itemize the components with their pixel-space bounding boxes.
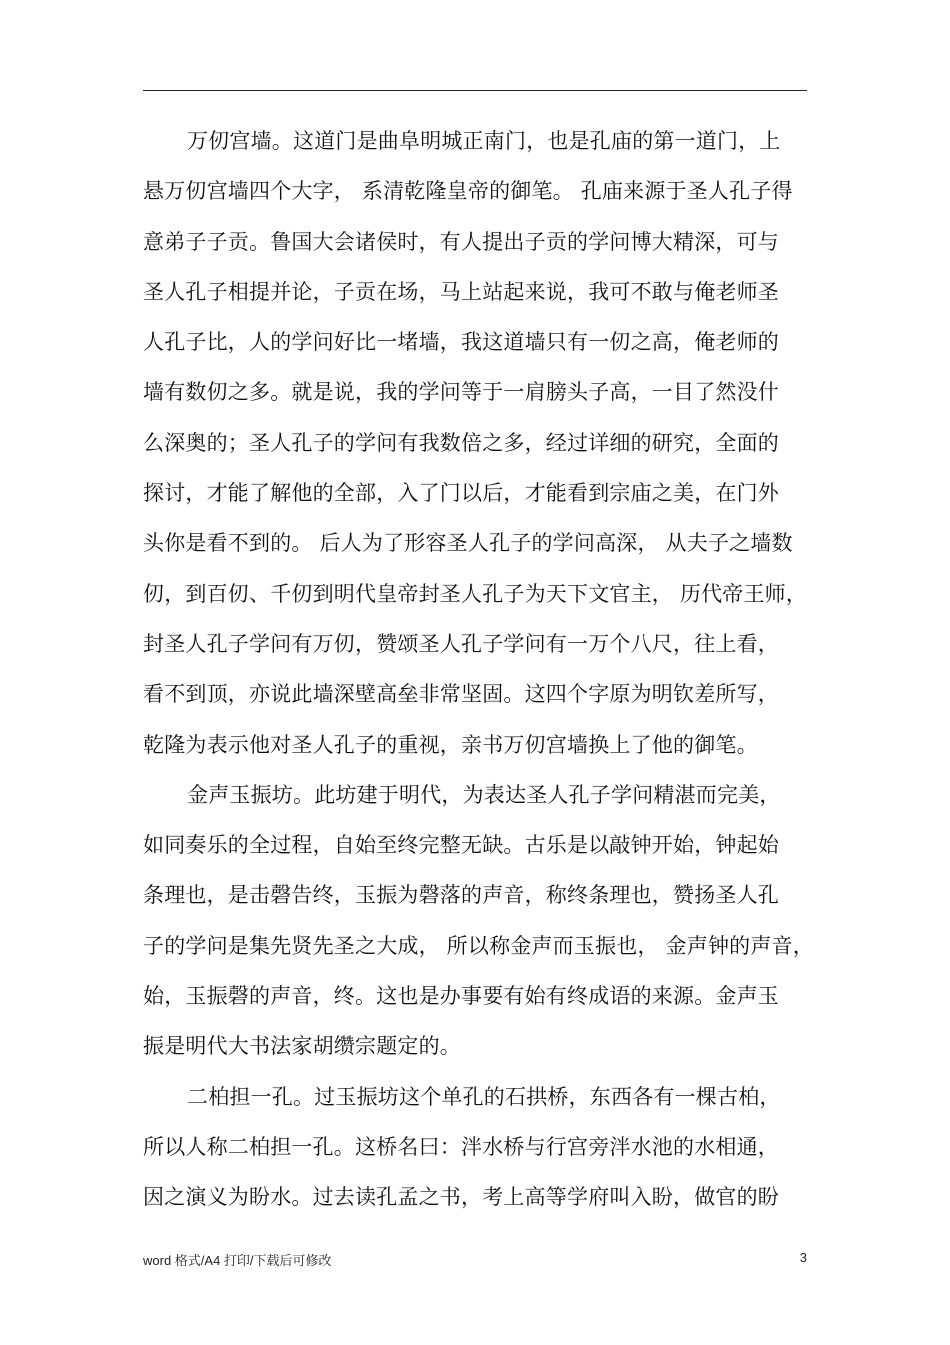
paragraph-line: 意弟子子贡。鲁国大会诸侯时，有人提出子贡的学问博大精深，可与: [143, 229, 779, 254]
paragraph-line: 因之演义为盼水。过去读孔孟之书，考上高等学府叫入盼，做官的盼: [143, 1185, 779, 1210]
paragraph-line: 金声玉振坊。此坊建于明代，为表达圣人孔子学问精湛而完美，: [187, 782, 781, 807]
footer-note: word 格式/A4 打印/下载后可修改: [143, 1253, 332, 1268]
paragraph-line: 所以人称二柏担一孔。这桥名曰：泮水桥与行宫旁泮水池的水相通，: [143, 1134, 779, 1159]
paragraph-line: 悬万仞宫墙四个大字， 系清乾隆皇帝的御笔。 孔庙来源于圣人孔子得: [143, 179, 793, 204]
body-text: [143, 116, 814, 1223]
paragraph-line: 头你是看不到的。 后人为了形容圣人孔子的学问高深， 从夫子之墙数: [143, 531, 793, 556]
paragraph-line: 振是明代大书法家胡缵宗题定的。: [143, 1034, 461, 1059]
paragraph-line: 仞，到百仞、千仞到明代皇帝封圣人孔子为天下文官主， 历代帝王师，: [143, 581, 808, 606]
paragraph-line: 人孔子比，人的学问好比一堵墙，我这道墙只有一仞之高，俺老师的: [143, 330, 779, 355]
page-number: 3: [799, 1250, 807, 1265]
paragraph-line: 看不到顶，亦说此墙深壁高垒非常坚固。这四个字原为明钦差所写，: [143, 682, 779, 707]
paragraph-line: 么深奥的；圣人孔子的学问有我数倍之多，经过详细的研究，全面的: [143, 430, 779, 455]
paragraph-line: 乾隆为表示他对圣人孔子的重视，亲书万仞宫墙换上了他的御笔。: [143, 732, 758, 757]
paragraph-line: 封圣人孔子学问有万仞，赞颂圣人孔子学问有一万个八尺，往上看，: [143, 631, 779, 656]
paragraph-line: 如同奏乐的全过程，自始至终完整无缺。古乐是以敲钟开始，钟起始: [143, 833, 779, 858]
paragraph-line: 探讨，才能了解他的全部，入了门以后，才能看到宗庙之美，在门外: [143, 481, 779, 506]
paragraph-line: 子的学问是集先贤先圣之大成， 所以称金声而玉振也， 金声钟的声音，: [143, 933, 814, 958]
paragraph-line: 墙有数仞之多。就是说，我的学问等于一肩膀头子高，一目了然没什: [143, 380, 779, 405]
paragraph-line: 条理也，是击磬告终，玉振为磬落的声音，称终条理也，赞扬圣人孔: [143, 883, 779, 908]
paragraph-line: 始，玉振磬的声音，终。这也是办事要有始有终成语的来源。金声玉: [143, 984, 779, 1009]
paragraph-line: 万仞宫墙。这道门是曲阜明城正南门，也是孔庙的第一道门，上: [187, 129, 781, 153]
header-rule: [143, 90, 807, 91]
paragraph-line: 圣人孔子相提并论，子贡在场，马上站起来说，我可不敢与俺老师圣: [143, 279, 779, 304]
paragraph-line: 二柏担一孔。过玉振坊这个单孔的石拱桥，东西各有一棵古柏，: [187, 1084, 781, 1109]
